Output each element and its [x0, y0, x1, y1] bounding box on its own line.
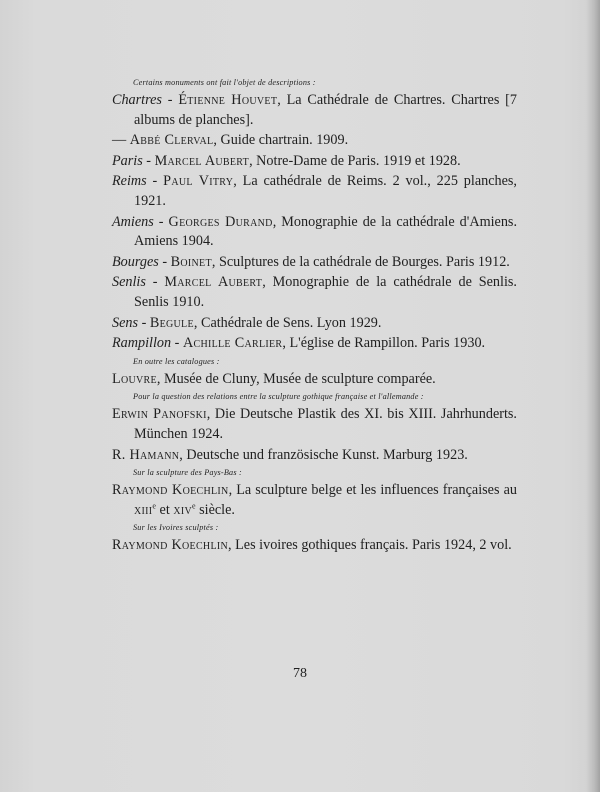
bib-entry-senlis: Senlis - Marcel Aubert, Monographie de la cathédrale de Senlis. Senlis 1910.	[112, 274, 517, 310]
bib-entry-sens: Sens - Begule, Cathédrale de Sens. Lyon 1929.	[112, 314, 382, 331]
bib-entry-chartres: Chartres - Étienne Houvet, La Cathédrale de Chartres. Chartres [7 albums de planches].	[112, 92, 518, 128]
section-intro: Sur la sculpture des Pays-Bas :	[133, 468, 242, 478]
section-intro: Pour la question des relations entre la sculpture gothique française et l'allemande :	[133, 392, 424, 402]
bib-entry-amiens: Amiens - Georges Durand, Monographie de la cathédrale d'Amiens. Amiens 1904.	[112, 213, 517, 250]
page-number: 78	[293, 666, 307, 681]
bib-entry-koechlin-belge: Raymond Koechlin, La sculpture belge et les influences françaises au xiii$^e$ et xiv$^e$ siècle.	[112, 482, 517, 518]
bib-entry-clerval: — Abbé Clerval, Guide chartrain. 1909.	[112, 132, 349, 149]
bib-entry-hamann: R. Hamann, Deutsche und französische Kunst. Marburg 1923.	[112, 446, 468, 463]
bib-entry-panofski: Erwin Panofski, Die Deutsche Plastik des XI. bis XIII. Jahrhunderts. München 1924.	[112, 406, 517, 442]
bib-entry-reims: Reims - Paul Vitry, La cathédrale de Reims. 2 vol., 225 planches, 1921.	[112, 173, 517, 209]
bib-entry-louvre: Louvre, Musée de Cluny, Musée de sculpture comparée.	[112, 370, 436, 387]
bib-entry-koechlin-ivoires: Raymond Koechlin, Les ivoires gothiques français. Paris 1924, 2 vol.	[112, 537, 512, 554]
section-intro: Sur les Ivoires sculptés :	[133, 523, 219, 533]
bibliography	[112, 76, 517, 557]
bib-entry-rampillon: Rampillon - Achille Carlier, L'église de Rampillon. Paris 1930.	[112, 335, 486, 352]
section-intro: En outre les catalogues :	[133, 356, 220, 366]
bib-entry-paris: Paris - Marcel Aubert, Notre-Dame de Paris. 1919 et 1928.	[112, 152, 461, 169]
section-intro: Certains monuments ont fait l'objet de descriptions :	[133, 78, 316, 87]
bib-entry-bourges: Bourges - Boinet, Sculptures de la cathédrale de Bourges. Paris 1912.	[112, 253, 510, 270]
